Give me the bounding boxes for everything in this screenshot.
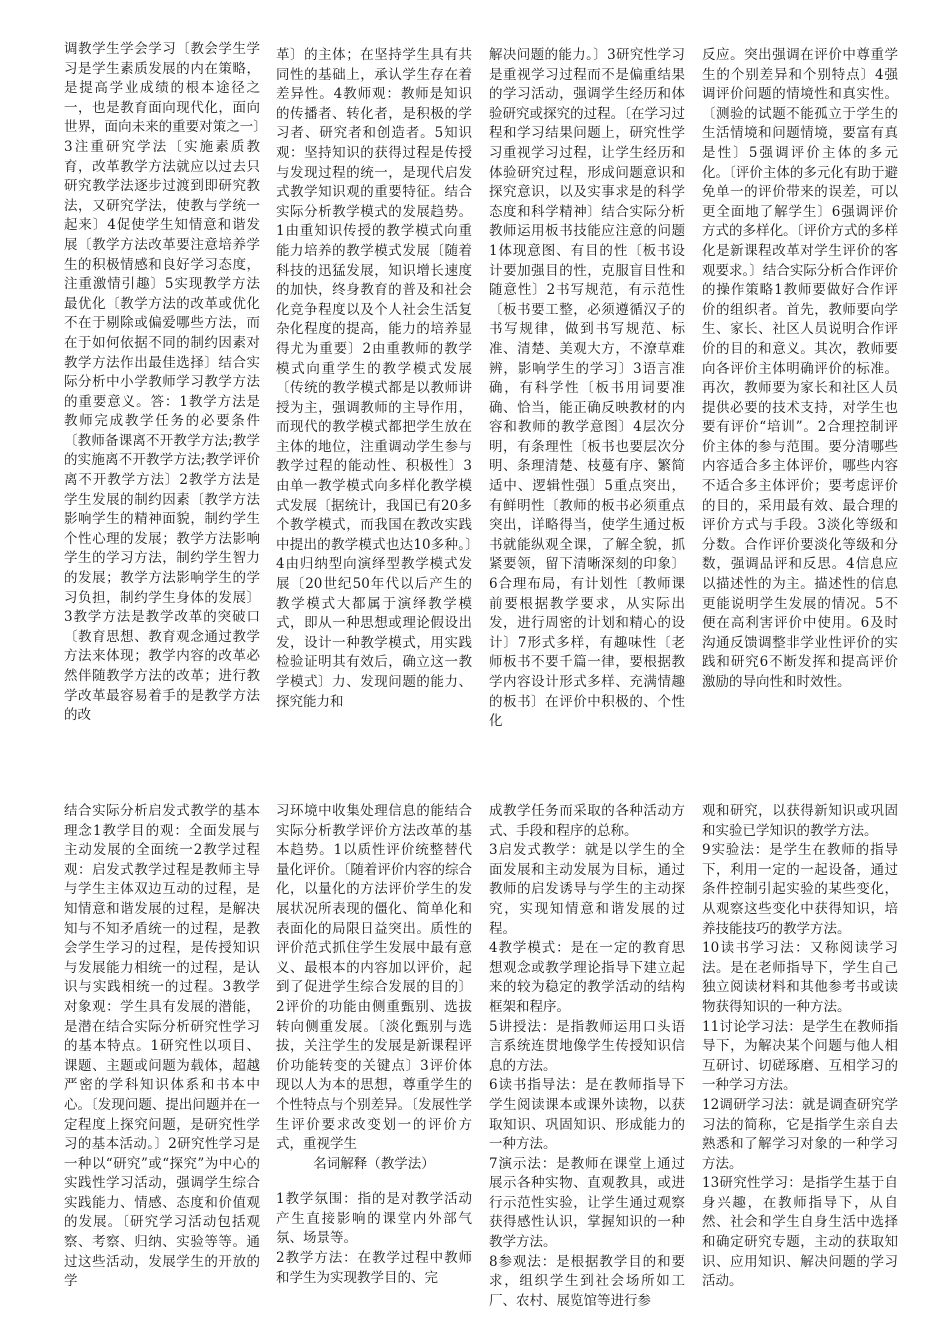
text-column-2: 革〕的主体；在坚持学生具有共同性的基础上，承认学生存在着差异性。4教师观：教师是知识的传播者、转化者，是积极的学习者、研究者和创造者。5知识观：坚持知识的获得过程是传授与发现过程的统一，是现代启发式教学知识观的重要特征。结合实际分析教学模式的发展趋势。1由重知识传授的教学模式向重能力培养的教学模式发展〔随着科技的迅猛发展，知识增长速度的加快，终身教育的普及和社会化竞争程度以及个人社会生活复杂化程度的提高，能力的培养显得尤为重要〕2由重教师的教学模式向重学生的教学模式发展〔传统的教学模式都是以教师讲授为主，强调教师的主导作用，而现代的教学模式都把学生放在主体的地位，注重调动学生参与教学过程的能动性、积极性〕3由单一教学模式向多样化教学模式发展〔据统计，我国已有20多个教学模式，而我国在教改实践中提出的教学模式也达10多种。〕4由归纳型向演绎型教学模式发展〔20世纪50年代以后产生的教学模式大都属于演绎教学模式，即从一种思想或理论假设出发，设计一种教学模式，用实践检验证明其有效后，确立这一教学模式〕力、发现问题的能力、探究能力和 [276, 47, 472, 710]
glossary-item: 2教学方法：在教学过程中教师和学生为实现教学目的、完 [276, 1250, 472, 1286]
glossary-item: 9实验法：是学生在教师的指导下，利用一定的一起设备，通过条件控制引起实验的某些变化，从观察这些变化中获得知识，培养技能技巧的教学方法。 [702, 842, 898, 937]
text-column-4: 反应。突出强调在评价中尊重学生的个别差异和个别特点〕4强调评价问题的情境性和真实性。〔测验的试题不能孤立于学生的生活情境和问题情境，要富有真是性〕5强调评价主体的多元化。〔评价主体的多元化有助于避免单一的评价带来的误差，可以更全面地了解学生〕6强调评价方式的多样化。〔评价方式的多样化是新课程改革对学生评价的客观要求。〕结合实际分析合作评价的操作策略1教师要做好合作评价的组织者。首先，教师要向学生、家长、社区人员说明合作评价的目的和意义。其次，教师要向各评价主体明确评价的标准。再次，教师要为家长和社区人员提供必要的技术支持，对学生也要有评价“培训”。2合理控制评价主体的参与范围。要分清哪些内容适合多主体评价，哪些内容不适合多主体评价；要考虑评价的目的，采用最有效、最合理的评价方式与手段。3淡化等级和分数。合作评价要淡化等级和分数，强调品评和反思。4信息应以描述性的为主。描述性的信息更能说明学生发展的情况。5不便在高利害评价中使用。6及时沟通反馈调整非学业性评价的实践和研究6不断发挥和提高评价激励的导向性和时效性。 [702, 47, 898, 690]
glossary-item: 12调研学习法：就是调查研究学习法的简称，它是指学生亲自去熟悉和了解学习对象的一种学习方法。 [702, 1096, 898, 1172]
glossary-item: 5讲授法：是指教师运用口头语言系统连贯地像学生传授知识信息的方法。 [489, 1018, 685, 1074]
text-column-8 [702, 802, 898, 1292]
glossary-item: 11讨论学习法：是学生在教师指导下，为解决某个问题与他人相互研讨、切磋琢磨、互相学习的一种学习方法。 [702, 1018, 898, 1094]
glossary-item: 7演示法：是教师在课堂上通过展示各种实物、直观教具，或进行示范性实验，让学生通过观察获得感性认识，掌握知识的一种教学方法。 [489, 1155, 685, 1251]
text-column-1: 调教学生学会学习〔教会学生学习是学生素质发展的内在策略，是提高学业成绩的根本途径之一，也是教育面向现代化，面向世界，面向未来的重要对策之一〕3注重研究学法〔实施素质教育，改革教学方法就应以过去只研究教学法逐步过渡到即研究教法，又研究学法，使教与学统一起来〕4促使学生知情意和谐发展〔教学方法改革要注意培养学生的积极情感和良好学习态度，注重激情引趣〕5实现教学方法最优化〔教学方法的改革或优化不在于剔除或偏爱哪些方法，而在于如何依据不同的制约因素对教学方法作出最佳选择〕结合实际分析中小学教师学习教学方法的重要意义。答：1教学方法是教师完成教学任务的必要条件〔教师备课离不开教学方法;教学的实施离不开教学方法;教学评价离不开教学方法〕2教学方法是学生发展的制约因素〔教学方法影响学生的精神面貌，制约学生个性心理的发展；教学方法影响学生的学习方法，制约学生智力的发展；教学方法影响学生的学习负担，制约学生身体的发展〕3教学方法是教学改革的突破口〔教育思想、教育观念通过教学方法来体现；教学内容的改革必然伴随教学方法的改革；进行教学改革最容易着手的是教学方法的改 [64, 41, 260, 724]
glossary-item: 3启发式教学：就是以学生的全面发展和主动发展为目标，通过教师的启发诱导与学生的主动探究，实现知情意和谐发展的过程。 [489, 842, 685, 937]
text-column-6 [276, 802, 472, 1288]
text-column-3: 解决问题的能力。〕3研究性学习是重视学习过程而不是偏重结果的学习活动，强调学生经历和体验研究或探究的过程。〔在学习过程和学习结果问题上，研究性学习重视学习过程，让学生经历和体验研究过程，形成问题意识和探究意识，以及实事求是的科学态度和科学精神〕结合实际分析教师运用板书技能应注意的问题1体现意图、有目的性〔板书设计要加强目的性，克服盲目性和随意性〕2书写规范，有示范性〔板书要工整，必须遵循汉子的书写规律，做到书写规范、标准、清楚、美观大方，不潦草难辨，影响学生的学习〕3语言准确，有科学性〔板书用词要准确、恰当，能正确反映教材的内容和教师的教学意图〕4层次分明，有条理性〔板书也要层次分明、条理清楚、枝蔓有序、繁简适中、逻辑性强〕5重点突出，有鲜明性〔教师的板书必须重点突出，详略得当，使学生通过板书就能纵观全课，了解全貌，抓紧要领，留下清晰深刻的印象〕6合理布局，有计划性〔教师课前要根据教学要求，从实际出发，进行周密的计划和精心的设计〕7形式多样，有趣味性〔老师板书不要千篇一律，要根据教学内容设计形式多样、充满情趣的板书〕在评价中积极的、个性化 [489, 47, 685, 730]
glossary-item: 10读书学习法：又称阅读学习法。是在老师指导下，学生自己独立阅读材料和其他参考书或读物获得知识的一种方法。 [702, 940, 898, 1015]
glossary-item: 6读书指导法：是在教师指导下学生阅读课本或课外读物，以获取知识、巩固知识、形成能力的一种方法。 [489, 1077, 685, 1153]
text-column-5: 结合实际分析启发式教学的基本理念1教学目的观：全面发展与主动发展的全面统一2教学过程观：启发式教学过程是教师主导与学生主体双边互动的过程，是知情意和谐发展的过程，是解决知与不知矛盾统一的过程，是教会学生学习的过程，是传授知识与发展能力相统一的过程，是认识与实践相统一的过程。3教学对象观：学生具有发展的潜能，是潜在结合实际分析研究性学习的基本特点。1研究性以项目、课题、主题或问题为载体，超越严密的学科知识体系和书本中心。〔发现问题、提出问题并在一定程度上探究问题，是研究性学习的基本活动。〕2研究性学习是一种以“研究”或“探究”为中心的实践性学习活动，强调学生综合实践能力、情感、态度和价值观的发展。〔研究学习活动包括观察、考察、归纳、实验等等。通过这些活动，发展学生的开放的学 [64, 803, 260, 1290]
text-column-7 [489, 802, 685, 1311]
spacer [276, 1174, 472, 1190]
glossary-item: 8参观法：是根据教学目的和要求，组织学生到社会场所如工厂、农村、展览馆等进行参 [489, 1253, 685, 1309]
glossary-item: 4教学模式：是在一定的教育思想观念或教学理论指导下建立起来的较为稳定的教学活动的结构框架和程序。 [489, 940, 685, 1015]
glossary-item: 成教学任务而采取的各种活动方式、手段和程序的总称。 [489, 803, 685, 839]
column-6-paragraph: 习环境中收集处理信息的能结合实际分析教学评价方法改革的基本趋势。1以质性评价统整替代量化评价。〔随着评价内容的综合化，以量化的方法评价学生的发展状况所表现的僵化、简单化和表面化的局限日益突出。质性的评价范式抓住学生发展中最有意义、最根本的内容加以评价，起到了促进学生综合发展的目的〕2评价的功能由侧重甄别、选拔转向侧重发展。〔淡化甄别与选拔，关注学生的发展是新课程评价功能转变的关键点〕3评价体现以人为本的思想，尊重学生的个性特点与个别差异。〔发展性学生评价要求改变划一的评价方式，重视学生 [276, 803, 472, 1153]
glossary-item: 观和研究，以获得新知识或巩固和实验已学知识的教学方法。 [702, 803, 898, 839]
glossary-item: 1教学氛围：指的是对教学活动产生直接影响的课堂内外部气氛、场景等。 [276, 1191, 472, 1247]
glossary-item: 13研究性学习：是指学生基于自身兴趣，在教师指导下，从自然、社会和学生自身生活中选择和确定研究专题，主动的获取知识、应用知识、解决问题的学习活动。 [702, 1175, 898, 1290]
glossary-heading: 名词解释（教学法） [313, 1155, 435, 1172]
